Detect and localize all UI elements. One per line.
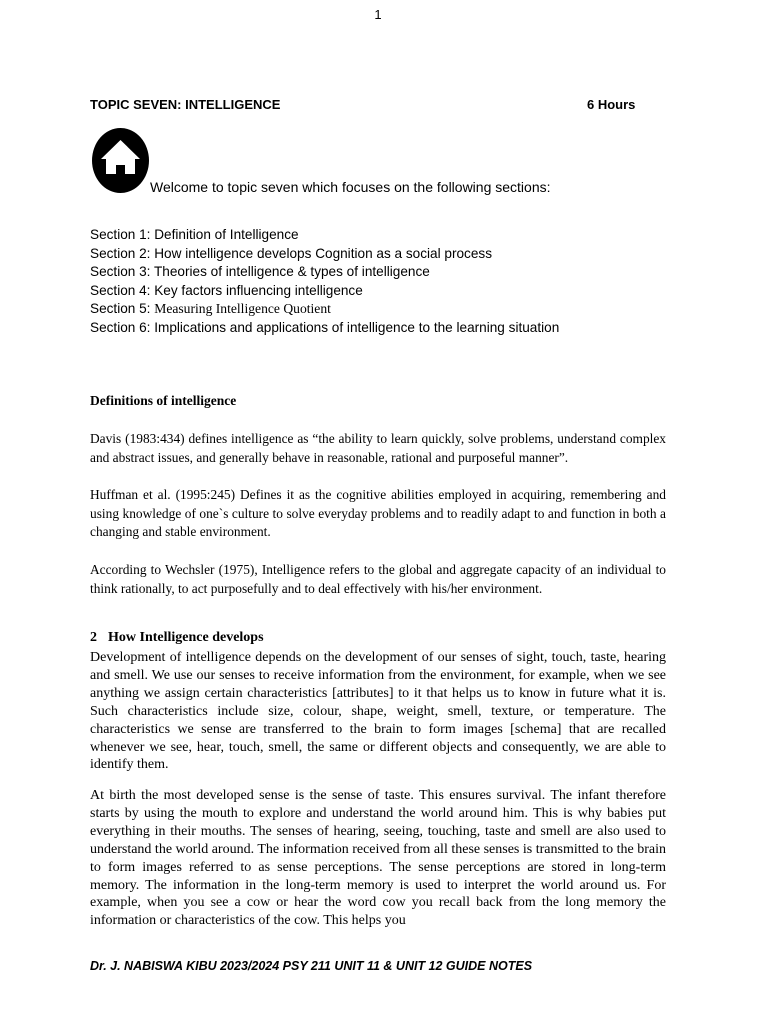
development-heading-number: 2 — [90, 630, 97, 645]
page-number: 1 — [374, 7, 382, 22]
welcome-text: Welcome to topic seven which focuses on the following sections: — [150, 179, 551, 195]
development-paragraph: Development of intelligence depends on the development of our senses of sight, touch, taste, hearing and smell. We use our senses to receive information from the environment, for example, when we see anything we assign certain characteristics [attributes] to it that helps us to know in future what it is. Such characteristics include size, colour, shape, weight, smell, texture, or temperature. The characteristics we sense are transferred to the brain to form images [schema] that are recalled whenever we see, hear, touch, smell, the same or different objects and consequently, we are able to identify them. — [90, 650, 666, 773]
page-footer: Dr. J. NABISWA KIBU 2023/2024 PSY 211 UNIT 11 & UNIT 12 GUIDE NOTES — [90, 959, 533, 973]
development-heading-text: How Intelligence develops — [108, 630, 264, 645]
topic-hours: 6 Hours — [587, 97, 636, 112]
definition-paragraph: Huffman et al. (1995:245) Defines it as the cognitive abilities employed in acquiring, remembering and using knowledge of one`s culture to solve everyday problems and to readily adapt to and function in both a changing and stable environment. — [90, 487, 666, 540]
section-item: Section 4: Key factors influencing intelligence — [90, 282, 363, 298]
topic-title: TOPIC SEVEN: INTELLIGENCE — [90, 97, 281, 112]
definition-paragraph: Davis (1983:434) defines intelligence as “the ability to learn quickly, solve problems, understand complex and abstract issues, and generally behave in reasonable, rational and purposeful manner”. — [90, 431, 666, 465]
definition-paragraph: According to Wechsler (1975), Intelligence refers to the global and aggregate capacity of an individual to think rationally, to act purposefully and to deal effectively with his/her environment. — [90, 562, 666, 596]
section-item: Section 2: How intelligence develops Cognition as a social process — [90, 245, 493, 261]
development-heading — [90, 630, 264, 646]
section-item: Section 5: Measuring Intelligence Quotient — [90, 301, 331, 317]
section-item: Section 6: Implications and applications of intelligence to the learning situation — [90, 319, 560, 335]
definitions-heading: Definitions of intelligence — [90, 393, 237, 408]
section-item: Section 3: Theories of intelligence & types of intelligence — [90, 264, 430, 280]
home-icon — [91, 127, 150, 194]
development-paragraph: At birth the most developed sense is the sense of taste. This ensures survival. The infant therefore starts by using the mouth to explore and understand the world around him. This is why babies put everything in their mouths. The senses of hearing, seeing, touching, taste and smell are also used to understand the world around. The information received from all these senses is transmitted to the brain to form images referred to as sense perceptions. The sense perceptions are stored in long-term memory. The information in the long-term memory is used to interpret the world around us. For example, when you see a cow or hear the word cow you recall back from the long memory the information or characteristics of the cow. This helps you — [90, 788, 666, 929]
section-list — [90, 226, 559, 338]
section-item: Section 1: Definition of Intelligence — [90, 227, 299, 242]
